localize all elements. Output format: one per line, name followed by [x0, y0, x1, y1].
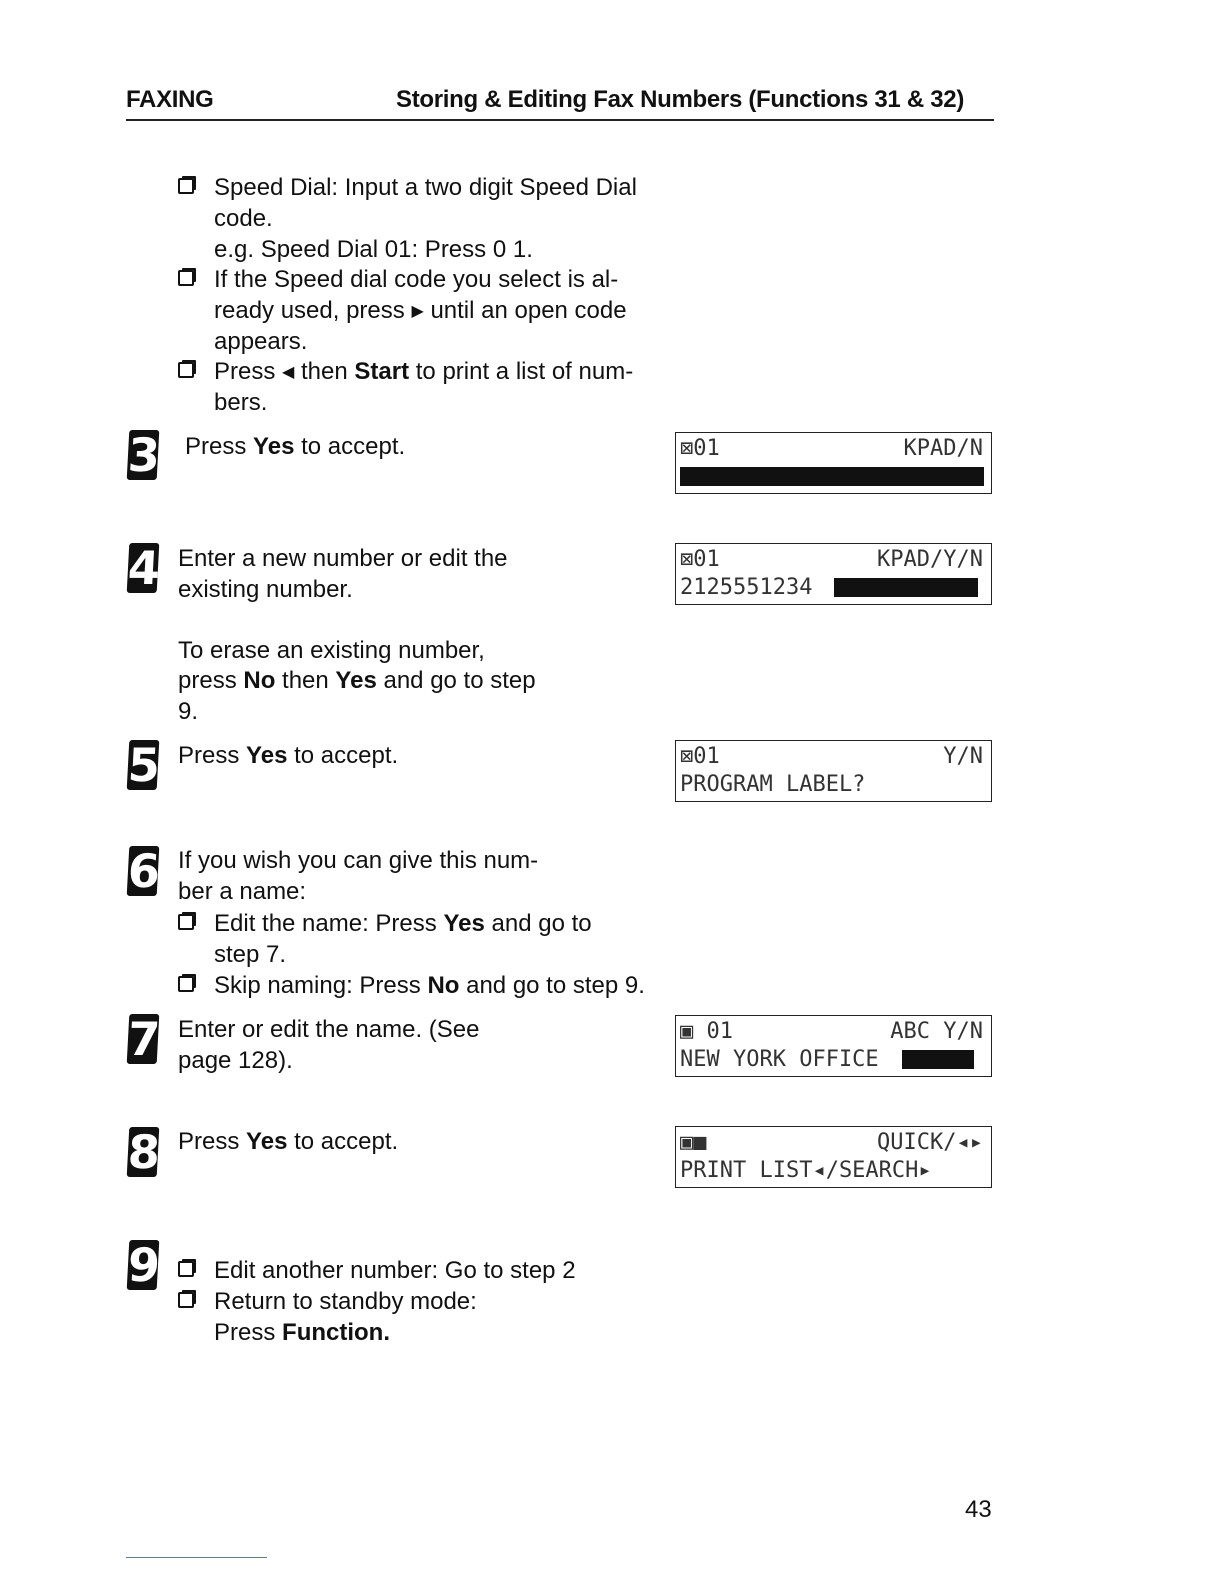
lcd-line1-left: ▣■ — [680, 1130, 707, 1155]
key-label: Yes — [253, 433, 295, 460]
left-arrow-icon: ◀ — [282, 364, 295, 381]
checkbox-icon — [178, 362, 194, 378]
lcd-line2-text: 2125551234 — [680, 575, 813, 600]
lcd-line1-left: ⊠01 — [680, 744, 720, 769]
checkbox-icon — [178, 1292, 194, 1308]
key-label: Function. — [282, 1319, 391, 1346]
bullet-text: e.g. Speed Dial 01: Press 0 1. — [214, 236, 533, 263]
bullet-text: If the Speed dial code you select is al- — [214, 266, 619, 293]
step-text: To erase an existing number, — [178, 637, 485, 664]
bullet-text-line — [214, 1317, 390, 1348]
step-text: Enter or edit the name. (See — [178, 1016, 480, 1043]
step-text-part: Press — [185, 433, 247, 460]
bullet-text: code. — [214, 205, 273, 232]
lcd-line1-left: ⊠01 — [680, 436, 720, 461]
step-text-part: and go to step — [383, 667, 536, 694]
lcd-line1-right: QUICK/◂▸ — [877, 1130, 983, 1155]
step-text-part: to accept. — [301, 433, 406, 460]
lcd-line1-left: ⊠01 — [680, 547, 720, 572]
step-number: 9 — [126, 1238, 162, 1292]
bullet-text: Press — [214, 1319, 276, 1346]
lcd-filled-bar — [902, 1050, 974, 1069]
footer-rule — [126, 1557, 267, 1558]
step-text — [178, 665, 536, 696]
step-number: 5 — [126, 738, 162, 792]
step-text-part: then — [282, 667, 329, 694]
bullet-text: and go to — [491, 910, 592, 937]
checkbox-icon — [178, 976, 194, 992]
checkbox-icon — [178, 178, 194, 194]
lcd-line2-text: PROGRAM LABEL? — [680, 772, 866, 797]
step-number: 3 — [126, 428, 162, 482]
step-text: 9. — [178, 698, 199, 725]
step-text — [178, 740, 398, 771]
step-text — [185, 431, 405, 462]
key-label: Yes — [443, 910, 485, 937]
page-title: Storing & Editing Fax Numbers (Functions 31 & 32) — [396, 86, 965, 113]
key-label: Start — [354, 358, 410, 385]
lcd-display — [675, 740, 992, 802]
step-number: 7 — [126, 1012, 162, 1066]
bullet-text-line — [214, 356, 633, 388]
lcd-line1-right: KPAD/N — [903, 436, 983, 461]
bullet-text-line — [214, 970, 645, 1001]
key-label: Yes — [246, 742, 288, 769]
step-text-part: Press — [178, 742, 240, 769]
bullet-text: ready used, press — [214, 297, 405, 324]
step-text: Enter a new number or edit the — [178, 545, 508, 572]
key-label: No — [243, 667, 276, 694]
step-text-part: to accept. — [294, 742, 399, 769]
bullet-text: Skip naming: Press — [214, 972, 421, 999]
lcd-display — [675, 543, 992, 605]
key-label: Yes — [246, 1128, 288, 1155]
header-rule — [126, 119, 994, 121]
step-text: ber a name: — [178, 878, 307, 905]
lcd-line2-text: PRINT LIST◂/SEARCH▸ — [680, 1158, 932, 1183]
checkbox-icon — [178, 1261, 194, 1277]
step-number: 8 — [126, 1125, 162, 1179]
bullet-text-line — [214, 295, 627, 327]
step-number: 6 — [126, 844, 162, 898]
page-number: 43 — [965, 1496, 992, 1523]
bullet-text: Press — [214, 358, 276, 385]
step-text: If you wish you can give this num- — [178, 847, 539, 874]
key-label: Yes — [335, 667, 377, 694]
bullet-text: bers. — [214, 389, 268, 416]
lcd-display — [675, 432, 992, 494]
lcd-display — [675, 1015, 992, 1077]
key-label: No — [427, 972, 460, 999]
step-text: existing number. — [178, 576, 353, 603]
bullet-text: Edit the name: Press — [214, 910, 437, 937]
bullet-text: then — [301, 358, 348, 385]
lcd-line1-right: ABC Y/N — [890, 1019, 983, 1044]
section-label: FAXING — [126, 86, 214, 113]
checkbox-icon — [178, 270, 194, 286]
lcd-line1-right: KPAD/Y/N — [877, 547, 983, 572]
checkbox-icon — [178, 914, 194, 930]
bullet-text: until an open code — [430, 297, 627, 324]
lcd-line1-right: Y/N — [943, 744, 983, 769]
bullet-text: Return to standby mode: — [214, 1288, 477, 1315]
step-text-part: press — [178, 667, 237, 694]
bullet-text: appears. — [214, 328, 308, 355]
lcd-line1-left: ▣ 01 — [680, 1019, 733, 1044]
bullet-text: Edit another number: Go to step 2 — [214, 1257, 576, 1284]
step-text — [178, 1126, 398, 1157]
step-number: 4 — [126, 541, 162, 595]
bullet-text-line — [214, 908, 592, 939]
lcd-filled-bar — [680, 467, 984, 486]
bullet-text: Speed Dial: Input a two digit Speed Dial — [214, 174, 637, 201]
bullet-text: to print a list of num- — [415, 358, 634, 385]
step-text: page 128). — [178, 1047, 293, 1074]
right-arrow-icon: ▶ — [411, 303, 424, 320]
lcd-filled-bar — [834, 578, 978, 597]
lcd-line2-text: NEW YORK OFFICE — [680, 1047, 879, 1072]
lcd-display — [675, 1126, 992, 1188]
bullet-text: step 7. — [214, 941, 287, 968]
bullet-text: and go to step 9. — [466, 972, 645, 999]
step-text-part: to accept. — [294, 1128, 399, 1155]
step-text-part: Press — [178, 1128, 240, 1155]
